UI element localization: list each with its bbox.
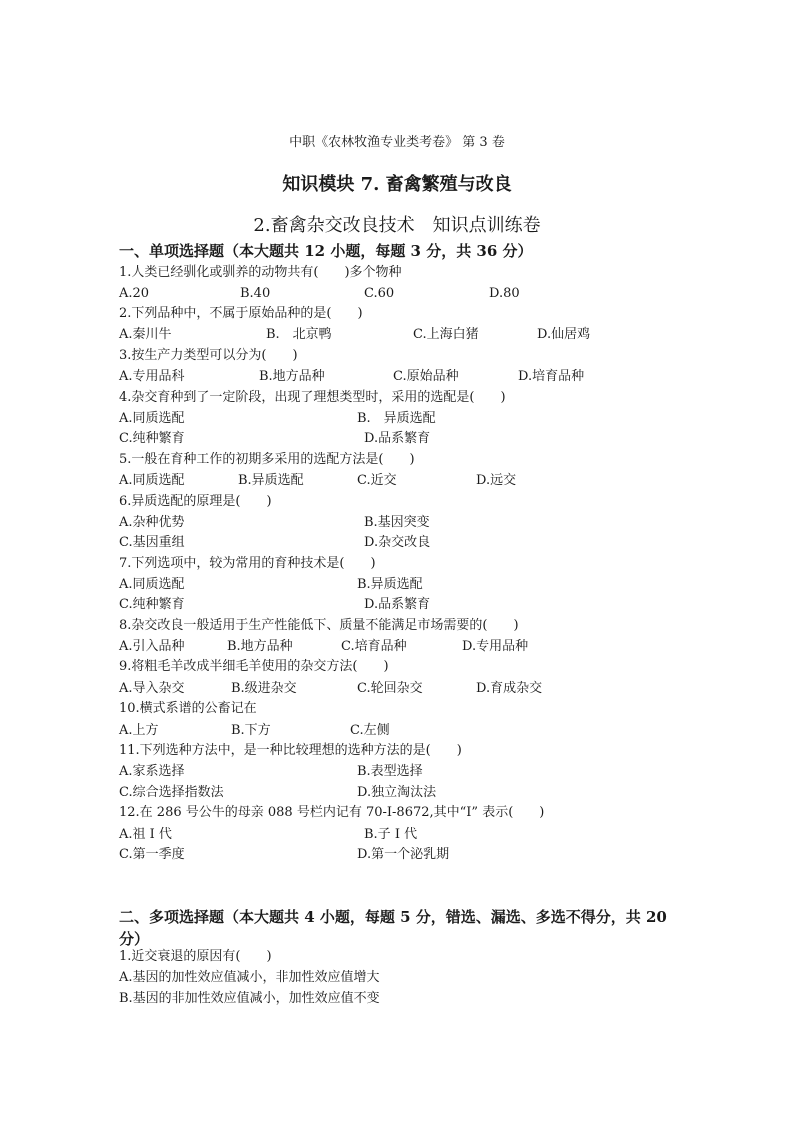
option-a: A.祖 I 代 — [119, 827, 172, 842]
option-b: B.地方品种 — [227, 639, 293, 654]
option-b: B.异质选配 — [238, 473, 304, 488]
option-c: C.纯种繁育 — [119, 431, 185, 446]
option-d: D.80 — [489, 286, 520, 301]
option-c: C.第一季度 — [119, 847, 185, 862]
option-a: A.杂种优势 — [119, 515, 185, 530]
option-c: C.左侧 — [350, 723, 390, 738]
option-a: A.导入杂交 — [119, 681, 185, 696]
question-stem: 2.下列品种中，不属于原始品种的是( ) — [119, 306, 363, 321]
question-stem: 7.下列选项中，较为常用的育种技术是( ) — [119, 556, 376, 571]
option-a: A.上方 — [119, 723, 159, 738]
question-options — [119, 784, 719, 802]
paper-subtitle: 2.畜禽杂交改良技术 知识点训练卷 — [253, 215, 541, 236]
question-options — [119, 514, 719, 532]
question-options — [119, 638, 719, 656]
option-b: B.表型选择 — [357, 764, 423, 779]
option-c: C.基因重组 — [119, 535, 185, 550]
question-options — [119, 763, 719, 781]
question-options — [119, 680, 719, 698]
question-stem: 10.横式系谱的公畜记在 — [119, 701, 257, 716]
module-title: 知识模块 7. 畜禽繁殖与改良 — [282, 174, 512, 195]
question-options — [119, 326, 719, 344]
option-d: D.品系繁育 — [364, 597, 431, 612]
option-d: D.仙居鸡 — [537, 327, 591, 342]
question-options — [119, 285, 719, 303]
option-b: B.下方 — [231, 723, 271, 738]
question-stem: 9.将粗毛羊改成半细毛羊使用的杂交方法( ) — [119, 659, 389, 674]
question-options — [119, 534, 719, 552]
question-options — [119, 722, 719, 740]
option-a: A.同质选配 — [119, 577, 185, 592]
option-b: B.异质选配 — [357, 577, 423, 592]
option-d: D.第一个泌乳期 — [357, 847, 450, 862]
option-a: A.基因的加性效应值减小，非加性效应值增大 — [119, 970, 380, 985]
option-d: D.培育品种 — [518, 369, 585, 384]
option-c: C.60 — [364, 286, 395, 301]
option-b: B.基因的非加性效应值减小，加性效应值不变 — [119, 991, 380, 1006]
question-stem: 11.下列选种方法中，是一种比较理想的选种方法的是( ) — [119, 743, 462, 758]
option-d: D.杂交改良 — [364, 535, 431, 550]
section-2-title: 二、多项选择题（本大题共 4 小题，每题 5 分，错选、漏选、多选不得分，共 20 分） — [119, 908, 667, 948]
option-d: D.品系繁育 — [364, 431, 431, 446]
option-a: A.同质选配 — [119, 411, 185, 426]
question-options — [119, 430, 719, 448]
series-title: 中职《农林牧渔专业类考卷》 第 3 卷 — [289, 135, 505, 150]
option-b: B.子 I 代 — [364, 827, 418, 842]
option-b: B. 异质选配 — [357, 411, 436, 426]
question-stem: 4.杂交育种到了一定阶段，出现了理想类型时，采用的选配是( ) — [119, 390, 506, 405]
question-options — [119, 596, 719, 614]
section-1-title: 一、单项选择题（本大题共 12 小题，每题 3 分，共 36 分） — [119, 242, 533, 260]
option-a: A.引入品种 — [119, 639, 185, 654]
question-options — [119, 846, 719, 864]
question-stem: 1.人类已经驯化或驯养的动物共有( )多个物种 — [119, 265, 402, 280]
option-c: C.纯种繁育 — [119, 597, 185, 612]
question-options — [119, 410, 719, 428]
question-options — [119, 826, 719, 844]
option-b: B.40 — [240, 286, 271, 301]
option-d: D.远交 — [476, 473, 517, 488]
option-b: B. 北京鸭 — [266, 327, 332, 342]
question-options — [119, 368, 719, 386]
question-stem: 3.按生产力类型可以分为( ) — [119, 348, 298, 363]
question-stem: 12.在 286 号公牛的母亲 088 号栏内记有 70-I-8672,其中“I” 表示( ) — [119, 805, 545, 820]
question-stem: 5.一般在育种工作的初期多采用的选配方法是( ) — [119, 452, 415, 467]
option-c: C.培育品种 — [341, 639, 407, 654]
option-d: D.独立淘汰法 — [357, 785, 437, 800]
option-b: B.基因突变 — [364, 515, 430, 530]
question-options — [119, 472, 719, 490]
option-c: C.原始品种 — [393, 369, 459, 384]
question-stem: 8.杂交改良一般适用于生产性能低下、质量不能满足市场需要的( ) — [119, 618, 519, 633]
option-c: C.轮回杂交 — [357, 681, 423, 696]
option-b: B.地方品种 — [259, 369, 325, 384]
question-stem: 6.异质选配的原理是( ) — [119, 494, 272, 509]
question-stem: 1.近交衰退的原因有( ) — [119, 949, 272, 964]
option-c: C.上海白猪 — [413, 327, 479, 342]
option-a: A.家系选择 — [119, 764, 185, 779]
option-a: A.专用品科 — [119, 369, 185, 384]
question-options — [119, 576, 719, 594]
option-d: D.育成杂交 — [476, 681, 543, 696]
option-c: C.综合选择指数法 — [119, 785, 224, 800]
option-b: B.级进杂交 — [231, 681, 297, 696]
option-a: A.20 — [119, 286, 150, 301]
option-a: A.同质选配 — [119, 473, 185, 488]
option-d: D.专用品种 — [462, 639, 529, 654]
option-a: A.秦川牛 — [119, 327, 172, 342]
option-c: C.近交 — [357, 473, 397, 488]
